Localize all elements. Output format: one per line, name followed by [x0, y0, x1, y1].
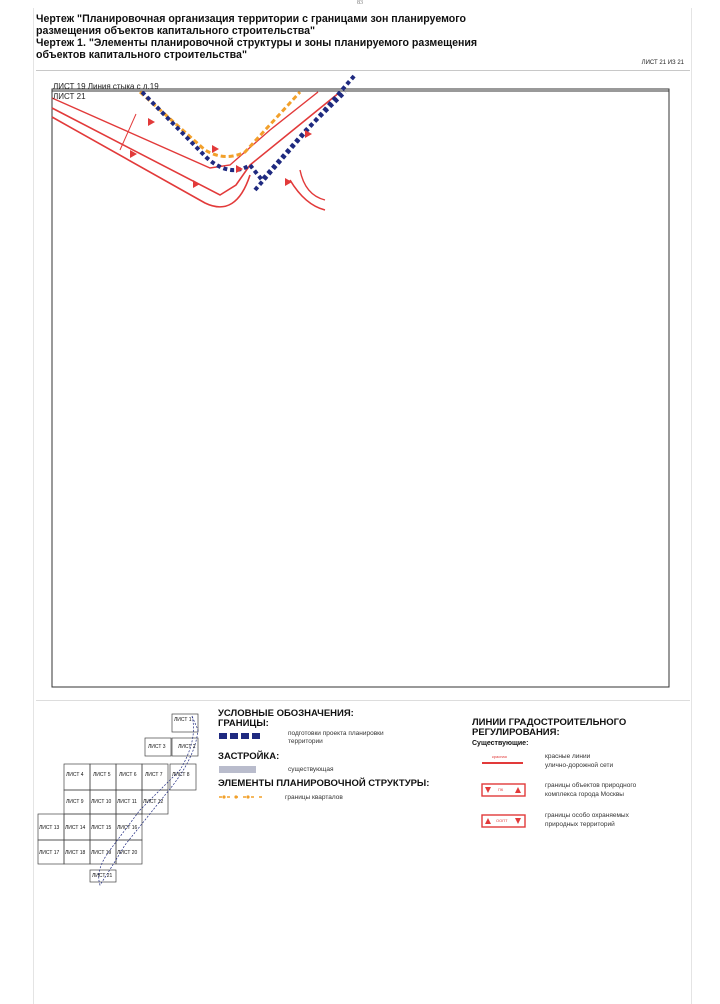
title-line-3: Чертеж 1. "Элементы планировочной структуры и зоны планируемого размещения — [36, 37, 478, 49]
legend-divider — [36, 700, 690, 701]
red-triangle — [236, 165, 243, 173]
title-line-4: объектов капитального строительства" — [36, 49, 247, 61]
nature-line-1: границы объектов природного — [545, 782, 637, 789]
page-number: 83 — [357, 0, 363, 6]
red-triangle — [212, 145, 219, 153]
red-lines-line-1: красные линии — [545, 753, 591, 760]
index-sheet-13: ЛИСТ 13 — [39, 825, 60, 831]
red-line-road-lower — [52, 117, 250, 207]
legend-building-heading: ЗАСТРОЙКА: — [218, 751, 280, 762]
red-triangle — [193, 180, 200, 188]
red-line-curve-right-2 — [300, 170, 325, 200]
title-line-2: размещения объектов капитального строительства" — [36, 25, 316, 37]
index-sheet-18: ЛИСТ 18 — [65, 850, 86, 856]
index-sheet-6: ЛИСТ 6 — [119, 772, 137, 778]
index-sheet-4: ЛИСТ 4 — [66, 772, 84, 778]
index-sheet-1: ЛИСТ 1 — [174, 717, 192, 723]
regulation-heading-2: РЕГУЛИРОВАНИЯ: — [472, 727, 560, 738]
red-lines-line-2: улично-дорожной сети — [545, 762, 614, 769]
index-sheet-12: ЛИСТ 12 — [143, 799, 164, 805]
protected-line-1: границы особо охраняемых — [545, 812, 629, 819]
red-triangle — [285, 178, 292, 186]
index-sheet-19: ЛИСТ 19 — [91, 850, 112, 856]
index-sheet-7: ЛИСТ 7 — [145, 772, 163, 778]
building-item: существующая — [288, 766, 334, 773]
sheet-label: ЛИСТ 21 — [53, 92, 86, 101]
protected-marker: ООПТ — [496, 818, 508, 823]
index-sheet-5: ЛИСТ 5 — [93, 772, 111, 778]
red-line-road-inner-upper — [52, 92, 318, 168]
protected-line-2: природных территорий — [545, 821, 615, 828]
red-line-curve-right — [290, 180, 325, 210]
regulation-heading-1: ЛИНИИ ГРАДОСТРОИТЕЛЬНОГО — [472, 717, 627, 728]
nature-marker: ПК — [498, 787, 504, 792]
elements-item: границы кварталов — [285, 794, 343, 801]
index-sheet-17: ЛИСТ 17 — [39, 850, 60, 856]
title-line-1: Чертеж "Планировочная организация территории с границами зон планируемого — [36, 13, 466, 25]
borders-item-line-1: подготовки проекта планировки — [288, 730, 384, 737]
project-boundary — [142, 92, 345, 180]
index-sheet-16: ЛИСТ 16 — [117, 825, 138, 831]
index-sheet-10: ЛИСТ 10 — [91, 799, 112, 805]
index-sheet-21: ЛИСТ 21 — [92, 873, 113, 879]
red-triangle — [148, 118, 155, 126]
index-sheet-2: ЛИСТ 2 — [178, 744, 196, 750]
borders-item-line-2: территории — [288, 738, 323, 745]
index-sheet-14: ЛИСТ 14 — [65, 825, 86, 831]
legend-elements-heading: ЭЛЕМЕНТЫ ПЛАНИРОВОЧНОЙ СТРУКТУРЫ: — [218, 778, 430, 789]
existing-subheading: Существующие: — [472, 740, 529, 747]
index-sheet-3: ЛИСТ 3 — [148, 744, 166, 750]
nature-line-2: комплекса города Москвы — [545, 791, 624, 798]
dimension-line — [120, 114, 136, 150]
index-sheet-20: ЛИСТ 20 — [117, 850, 138, 856]
index-sheet-9: ЛИСТ 9 — [66, 799, 84, 805]
index-sheet-11: ЛИСТ 11 — [117, 799, 137, 805]
join-line-label: ЛИСТ 19 Линия стыка с л.19 — [53, 82, 159, 91]
map-frame — [52, 89, 669, 687]
legend-borders-heading: ГРАНИЦЫ: — [218, 718, 269, 729]
sheet-number: ЛИСТ 21 ИЗ 21 — [641, 60, 684, 66]
index-sheet-8: ЛИСТ 8 — [172, 772, 190, 778]
legend-heading: УСЛОВНЫЕ ОБОЗНАЧЕНИЯ: — [218, 708, 354, 719]
red-line-marker: красная — [492, 754, 507, 759]
index-sheet-15: ЛИСТ 15 — [91, 825, 112, 831]
